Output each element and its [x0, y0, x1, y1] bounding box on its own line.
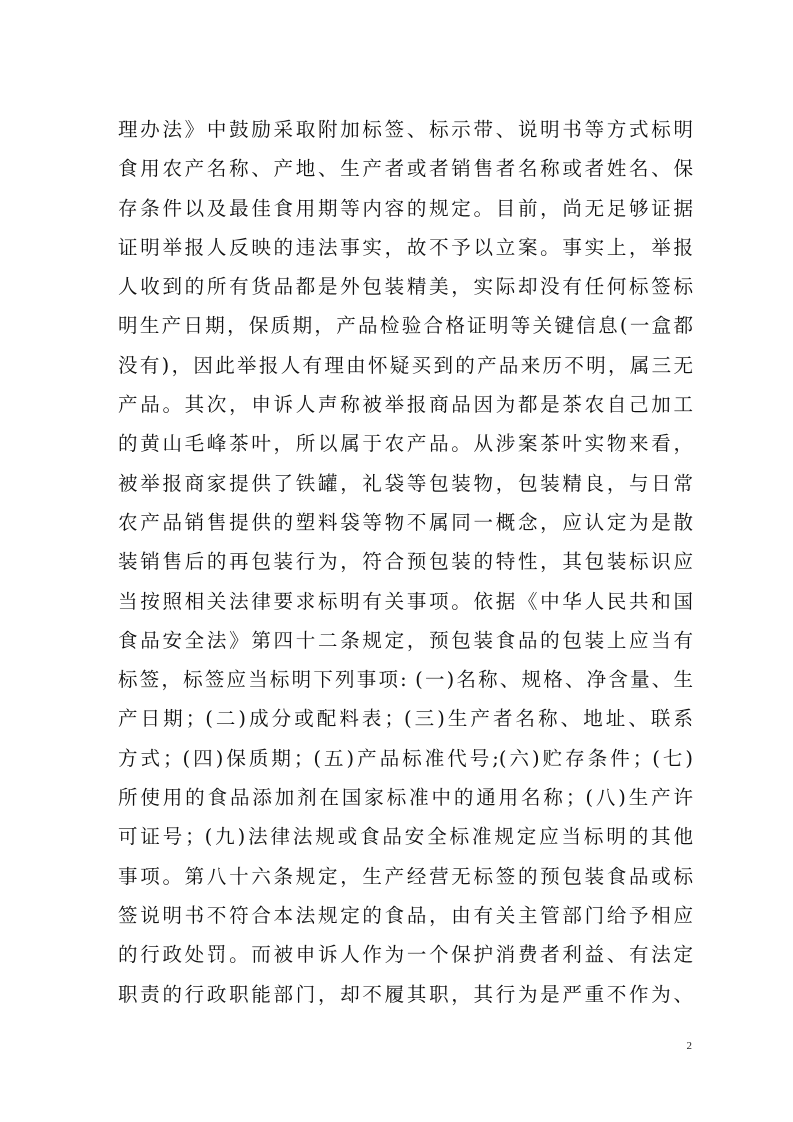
text-line-20: 事项。第八十六条规定，生产经营无标签的预包装食品或标 — [118, 864, 693, 888]
text-line-21: 签说明书不符合本法规定的食品，由有关主管部门给予相应 — [118, 903, 693, 927]
text-line-4: 证明举报人反映的违法事实，故不予以立案。事实上，举报 — [118, 235, 693, 259]
text-line-19: 可证号；(九)法律法规或食品安全标准规定应当标明的其他 — [118, 825, 693, 849]
text-line-13: 当按照相关法律要求标明有关事项。依据《中华人民共和国 — [118, 589, 693, 613]
text-line-12: 装销售后的再包装行为，符合预包装的特性，其包装标识应 — [118, 550, 693, 574]
body-text — [118, 110, 693, 1014]
text-line-22: 的行政处罚。而被申诉人作为一个保护消费者利益、有法定 — [118, 943, 693, 967]
text-line-10: 被举报商家提供了铁罐，礼袋等包装物，包装精良，与日常 — [118, 471, 693, 495]
text-line-6: 明生产日期，保质期，产品检验合格证明等关键信息(一盒都 — [118, 314, 693, 338]
page-number: 2 — [686, 1040, 692, 1052]
text-line-15: 标签，标签应当标明下列事项: (一)名称、规格、净含量、生 — [118, 668, 693, 692]
text-line-1: 理办法》中鼓励采取附加标签、标示带、说明书等方式标明 — [118, 118, 693, 141]
text-line-23: 职责的行政职能部门，却不履其职，其行为是严重不作为、 — [118, 982, 693, 1006]
text-line-9: 的黄山毛峰茶叶，所以属于农产品。从涉案茶叶实物来看， — [118, 432, 693, 456]
text-line-14: 食品安全法》第四十二条规定，预包装食品的包装上应当有 — [118, 628, 693, 652]
text-line-17: 方式；(四)保质期；(五)产品标准代号;(六)贮存条件；(七) — [118, 746, 693, 770]
text-line-16: 产日期；(二)成分或配料表；(三)生产者名称、地址、联系 — [118, 707, 693, 731]
text-line-18: 所使用的食品添加剂在国家标准中的通用名称；(八)生产许 — [118, 786, 693, 810]
text-line-5: 人收到的所有货品都是外包装精美，实际却没有任何标签标 — [118, 275, 693, 299]
text-line-8: 产品。其次，申诉人声称被举报商品因为都是茶农自己加工 — [118, 393, 693, 417]
text-line-3: 存条件以及最佳食用期等内容的规定。目前，尚无足够证据 — [118, 196, 693, 220]
text-line-2: 食用农产名称、产地、生产者或者销售者名称或者姓名、保 — [118, 157, 693, 181]
text-line-7: 没有)，因此举报人有理由怀疑买到的产品来历不明，属三无 — [118, 353, 693, 377]
text-line-11: 农产品销售提供的塑料袋等物不属同一概念，应认定为是散 — [118, 510, 693, 534]
